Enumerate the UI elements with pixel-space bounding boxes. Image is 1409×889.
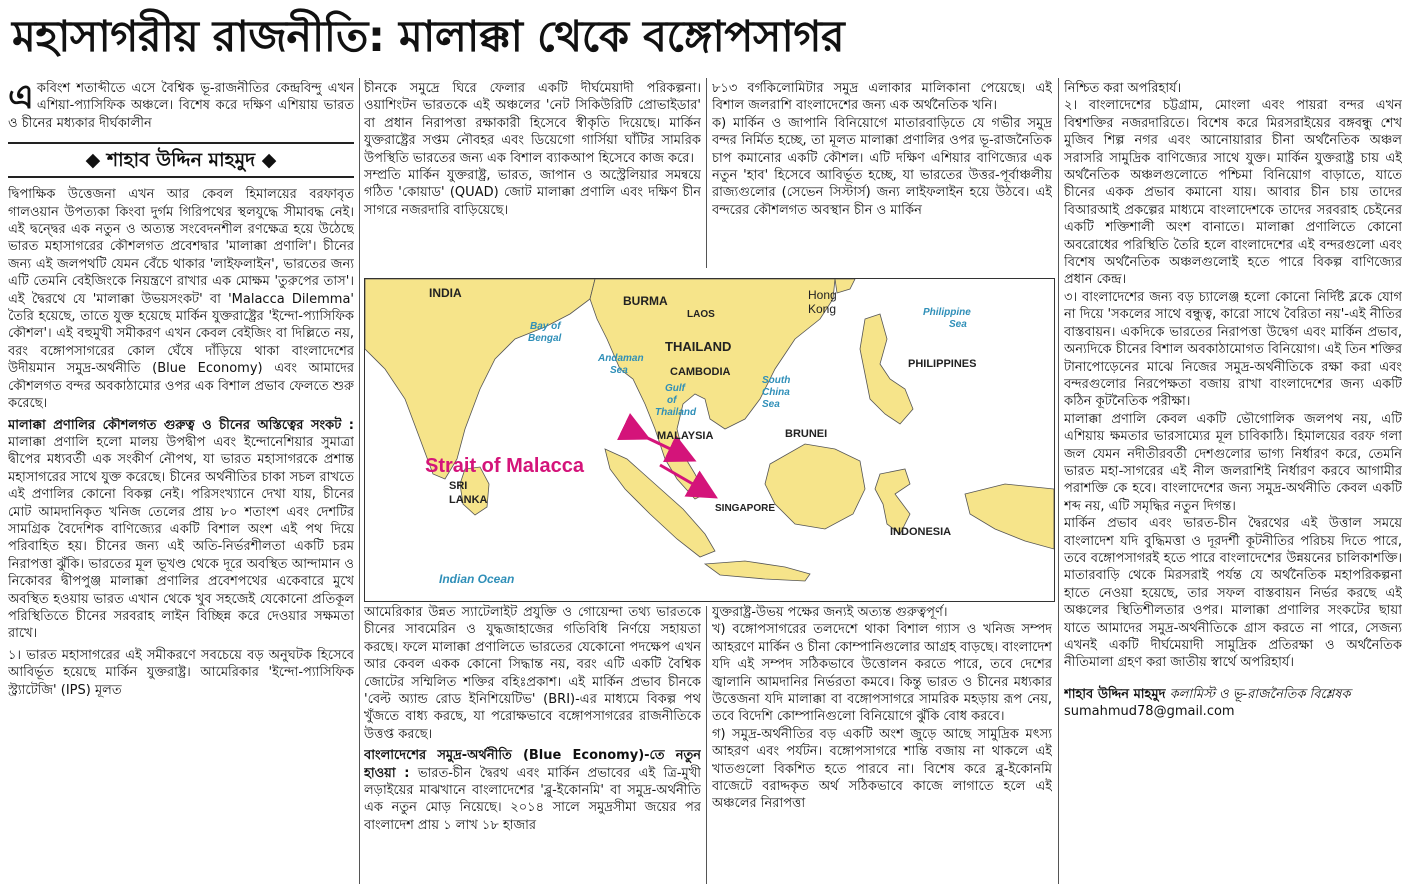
- label-bay-of-bengal: Bay of: [530, 321, 561, 332]
- author-signature: [1064, 686, 1402, 721]
- label-andaman-sea: Sea: [610, 365, 628, 376]
- label-sri-lanka: LANKA: [449, 494, 488, 506]
- label-brunei: BRUNEI: [785, 428, 828, 440]
- label-gulf-of-thailand: Thailand: [655, 407, 697, 418]
- byline: ◆ শাহাব উদ্দিন মাহমুদ ◆: [8, 142, 354, 178]
- paragraph: আমেরিকার উন্নত স্যাটেলাইট প্রযুক্তি ও গোয়েন্দা তথ্য ভারতকে চীনের সাবমেরিন ও যুদ্ধজাহাজের গতিবিধি নির্ণয়ে সহায়তা করছে। ফলে মালাক্কা প্রণালিতে ভারতের যেকোনো পদক্ষেপ এখন আর কেবল একক কোনো সিদ্ধান্ত নয়, বরং এটি একটি বৈশ্বিক জোটের সম্মিলিত শক্তির বহিঃপ্রকাশ। এই মার্কিন প্রভাব চীনকে 'বেল্ট অ্যান্ড রোড ইনিশিয়েটিভ' (BRI)-এর মাধ্যমে বিকল্প পথ খুঁজতে বাধ্য করছে, যা পরোক্ষভাবে বঙ্গোপসাগরের রাজনীতিকে উত্তপ্ত করছে।: [364, 605, 701, 742]
- headline-banner: [0, 0, 1409, 74]
- label-hongkong: Kong: [808, 302, 837, 316]
- author-name: শাহাব উদ্দিন মাহমুদ: [1064, 686, 1166, 702]
- southeast-asia-map: [364, 278, 1055, 602]
- label-burma: BURMA: [623, 294, 668, 308]
- paragraph-text: ভারত-চীন দ্বৈরথ এবং মার্কিন প্রভাবের এই ত্রি-মুখী লড়াইয়ের মাঝখানে বাংলাদেশের 'ব্লু-ইকোনমি' বা সমুদ্র-অর্থনীতি এক নতুন মোড় নিয়েছে। ২০১৪ সালে সমুদ্রসীমা জয়ের পর বাংলাদেশ প্রায় ১ লাখ ১৮ হাজার: [364, 765, 701, 833]
- label-laos: LAOS: [687, 309, 715, 320]
- headline: মহাসাগরীয় রাজনীতি: মালাক্কা থেকে বঙ্গোপসাগর: [12, 12, 845, 62]
- column-rule: [706, 606, 707, 884]
- map-graphic: [365, 279, 1054, 601]
- label-malaysia: MALAYSIA: [657, 430, 714, 442]
- label-indonesia: INDONESIA: [890, 526, 952, 538]
- article-column-3-bottom: [712, 604, 1052, 886]
- paragraph: খ) বঙ্গোপসাগরের তলদেশে থাকা বিশাল গ্যাস ও খনিজ সম্পদ আহরণে মার্কিন ও চীনা কোম্পানিগুলোর আগ্রহ বাড়ছে। বাংলাদেশ যদি এই সম্পদ সঠিকভাবে উত্তোলন করতে পারে, তবে দেশের জ্বালানি আমদানির নির্ভরতা কমবে। কিন্তু ভারত ও চীনের মধ্যকার উত্তেজনা যদি মালাক্কা বা বঙ্গোপসাগরে সামরিক মহড়ায় রূপ নেয়, তবে বিদেশি কোম্পানিগুলো বিনিয়োগে ঝুঁকি বোধ করবে।: [712, 622, 1052, 725]
- paragraph: ৮১৩ বর্গকিলোমিটার সমুদ্র এলাকার মালিকানা পেয়েছে। এই বিশাল জলরাশি বাংলাদেশের জন্য এক অর্থনৈতিক খনি।: [712, 81, 1052, 114]
- paragraph: গ) সমুদ্র-অর্থনীতির বড় একটি অংশ জুড়ে আছে সামুদ্রিক মৎস্য আহরণ এবং পর্যটন। বঙ্গোপসাগরে শান্তি বজায় না থাকলে এই খাতগুলো বিকশিত হতে পারবে না। বিশেষ করে ব্লু-ইকোনমি বাজেটে বরাদ্দকৃত অর্থ সঠিকভাবে কাজে লাগাতে হলে এই অঞ্চলের নিরাপত্তা: [712, 726, 1052, 812]
- paragraph: ২। বাংলাদেশের চট্টগ্রাম, মোংলা এবং পায়রা বন্দর এখন বিশ্বশক্তির নজরদারিতে। বিশেষ করে মিরসরাইয়ের বঙ্গবন্ধু শেখ মুজিব শিল্প নগর এবং আনোয়ারার চীনা অর্থনৈতিক অঞ্চল সরাসরি সামুদ্রিক বাণিজ্যের সাথে যুক্ত। মার্কিন যুক্তরাষ্ট্র চায় এই অর্থনৈতিক অঞ্চলগুলোতে পশ্চিমা বিনিয়োগ বাড়াতে, যাতে চীনের একক প্রভাব কমানো যায়। আবার চীন চায় তাদের বিআরআই প্রকল্পের মাধ্যমে বাংলাদেশকে তাদের সরবরাহ চেইনের একটি শক্তিশালী অংশ বানাতে। মালাক্কা প্রণালিতে কোনো অবরোধের পরিস্থিতি তৈরি হলে বাংলাদেশের এই বন্দরগুলো এবং বিশেষ অর্থনৈতিক অঞ্চলগুলোই হতে পারে বিকল্প বাণিজ্যের প্রধান কেন্দ্র।: [1064, 98, 1402, 288]
- label-indian-ocean: Indian Ocean: [439, 572, 515, 586]
- paragraph: যুক্তরাষ্ট্র-উভয় পক্ষের জন্যই অত্যন্ত গুরুত্বপূর্ণ।: [712, 605, 948, 620]
- label-hongkong: Hong: [808, 288, 837, 302]
- drop-cap: এ: [8, 80, 34, 117]
- label-strait-of-malacca: Strait of Malacca: [425, 455, 584, 477]
- label-philippine-sea: Sea: [949, 319, 967, 330]
- label-south-china-sea: South: [762, 375, 791, 386]
- author-role: কলামিস্ট ও ভূ-রাজনৈতিক বিশ্লেষক: [1165, 686, 1351, 702]
- column-rule: [706, 78, 707, 268]
- paragraph: [8, 417, 354, 643]
- article-column-2-top: [364, 80, 701, 272]
- paragraph: মার্কিন প্রভাব এবং ভারত-চীন দ্বৈরথের এই উত্তাল সময়ে বাংলাদেশ যদি বুদ্ধিমত্তা ও দূরদর্শী কূটনীতির পরিচয় দিতে পারে, তবে বঙ্গোপসাগরই হতে পারে বাংলাদেশের উন্নয়নের চালিকাশক্তি। মাতারবাড়ি থেকে মিরসরাই পর্যন্ত যে অর্থনৈতিক মহাপরিকল্পনা হাতে নেওয়া হয়েছে, তার সফল বাস্তবায়ন নির্ভর করছে এই অঞ্চলের স্থিতিশীলতার ওপর। মালাক্কা প্রণালির সংকটের ছায়া যাতে আমাদের সমুদ্র-অর্থনীতিকে গ্রাস করতে না পারে, সেজন্য এখনই একটি দীর্ঘমেয়াদী সামুদ্রিক প্রতিরক্ষা ও অর্থনৈতিক নীতিমালা গ্রহণ করা জাতীয় স্বার্থে অপরিহার্য।: [1064, 516, 1402, 671]
- paragraph: ক) মার্কিন ও জাপানি বিনিয়োগে মাতারবাড়িতে যে গভীর সমুদ্র বন্দর নির্মিত হচ্ছে, তা মূলত মালাক্কা প্রণালির ওপর ভূ-রাজনৈতিক চাপ কমানোর একটি কৌশল। এটি দক্ষিণ এশিয়ার বাণিজ্যের এক নতুন 'হাব' হিসেবে আবির্ভূত হচ্ছে, যা ভারতের উত্তর-পূর্বাঞ্চলীয় রাজ্যগুলোর (সেভেন সিস্টার্স) জন্য লাইফলাইন হয়ে উঠবে। এই বন্দরের কৌশলগত অবস্থান চীন ও মার্কিন: [712, 115, 1052, 218]
- paragraph: মালাক্কা প্রণালি কেবল একটি ভৌগোলিক জলপথ নয়, এটি এশিয়ায় ক্ষমতার ভারসাম্যের মূল চাবিকাঠি। হিমালয়ের বরফ গলা জল যেমন নদীতীরবর্তী দেশগুলোর ভাগ্য নির্ধারণ করে, তেমনি ভারত মহা-সাগরের এই নীল জলরাশিই নির্ধারণ করবে আগামীর পরাশক্তি কে হবে। বাংলাদেশের জন্য সমুদ্র-অর্থনীতি কেবল একটি শব্দ নয়, এটি সমৃদ্ধির নতুন দিগন্ত।: [1064, 411, 1402, 514]
- article-column-1: [8, 80, 354, 886]
- paragraph: চীনকে সমুদ্রে ঘিরে ফেলার একটি দীর্ঘমেয়াদী পরিকল্পনা। ওয়াশিংটন ভারতকে এই অঞ্চলের 'নেট সিকিউরিটি প্রোভাইডার' বা প্রধান নিরাপত্তা রক্ষাকারী হিসেবে স্বীকৃতি দিয়েছে। মার্কিন যুক্তরাষ্ট্রের সপ্তম নৌবহর এবং ডিয়েগো গার্সিয়া ঘাঁটির সামরিক উপস্থিতি ভারতের জন্য এক বিশাল ব্যাকআপ হিসেবে কাজ করে।: [364, 81, 701, 166]
- label-sri-lanka: SRI: [449, 480, 468, 492]
- label-cambodia: CAMBODIA: [670, 366, 731, 378]
- article-column-2-bottom: [364, 604, 701, 886]
- author-email: sumahmud78@gmail.com: [1064, 704, 1235, 720]
- label-philippines: PHILIPPINES: [908, 358, 977, 370]
- paragraph: নিশ্চিত করা অপরিহার্য।: [1064, 81, 1182, 96]
- subheading: মালাক্কা প্রণালির কৌশলগত গুরুত্ব ও চীনের অস্তিত্বের সংকট :: [8, 417, 354, 433]
- article-column-4: [1064, 80, 1402, 886]
- label-gulf-of-thailand: Gulf: [665, 383, 685, 394]
- paragraph: দ্বিপাক্ষিক উত্তেজনা এখন আর কেবল হিমালয়ের বরফাবৃত গালওয়ান উপত্যকা কিংবা দুর্গম গিরিপথের স্থলযুদ্ধে সীমাবদ্ধ নেই। এই দ্বন্দ্বের এক নতুন ও অত্যন্ত সংবেদনশীল রণক্ষেত্র হয়ে উঠেছে ভারত মহাসাগরের কৌশলগত প্রবেশদ্বার 'মালাক্কা প্রণালি'। চীনের জন্য এই জলপথটি যেমন বেঁচে থাকার 'লাইফলাইন', ভারতের জন্য এটি তেমনি বেইজিংকে নিয়ন্ত্রণে রাখার এক মোক্ষম 'তুরুপের তাস'। এই দ্বৈরথে যে 'মালাক্কা উভয়সংকট' বা 'Malacca Dilemma' তৈরি হয়েছে, তাতে যুক্ত হয়েছে মার্কিন যুক্তরাষ্ট্রের 'ইন্দো-প্যাসিফিক কৌশল'। এই বহুমুখী সমীকরণ এখন কেবল বেইজিং বা দিল্লিতে নয়, বরং বঙ্গোপসাগরের কোল ঘেঁষে দাঁড়িয়ে থাকা বাংলাদেশের উদীয়মান সমুদ্র-অর্থনীতি (Blue Economy) এবং আমাদের কৌশলগত বন্দর অবকাঠামোর ওপর এক বিশাল প্রভাব ফেলতে শুরু করেছে।: [8, 187, 354, 412]
- paragraph: ১। ভারত মহাসাগরের এই সমীকরণে সবচেয়ে বড় অনুঘটক হিসেবে আবির্ভূত হয়েছে মার্কিন যুক্তরাষ্ট্র। আমেরিকার 'ইন্দো-প্যাসিফিক স্ট্র্যাটেজি' (IPS) মূলত: [8, 647, 354, 698]
- label-philippine-sea: Philippine: [923, 307, 971, 318]
- label-bay-of-bengal: Bengal: [528, 333, 562, 344]
- column-rule: [1058, 78, 1059, 884]
- label-andaman-sea: Andaman: [598, 353, 644, 364]
- label-south-china-sea: China: [762, 387, 790, 398]
- label-thailand: THAILAND: [665, 339, 732, 354]
- paragraph: সম্প্রতি মার্কিন যুক্তরাষ্ট্র, ভারত, জাপান ও অস্ট্রেলিয়ার সমন্বয়ে গঠিত 'কোয়াড' (QUAD) জোট মালাক্কা প্রণালি এবং দক্ষিণ চীন সাগরে নজরদারি বাড়িয়েছে।: [364, 168, 701, 218]
- article-column-3-top: [712, 80, 1052, 272]
- subheading: বাংলাদেশের সমুদ্র-অর্থনীতি (Blue Economy)-তে নতুন হাওয়া :: [364, 748, 701, 781]
- label-india: INDIA: [429, 286, 462, 300]
- paragraph: ৩। বাংলাদেশের জন্য বড় চ্যালেঞ্জ হলো কোনো নির্দিষ্ট ব্লকে যোগ না দিয়ে 'সকলের সাথে বন্ধুত্ব, কারো সাথে বৈরিতা নয়'-এই নীতির বাস্তবায়ন। একদিকে ভারতের নিরাপত্তা উদ্বেগ এবং মার্কিন প্রভাব, অন্যদিকে চীনের বিশাল অবকাঠামোগত বিনিয়োগ। এই তিন শক্তির টানাপোড়েনের মাঝে নিজের সমুদ্র-অর্থনীতিকে রক্ষা করা এবং বন্দরগুলোর নিরপেক্ষতা বজায় রাখা বাংলাদেশের জন্য একটি কঠিন কূটনৈতিক পরীক্ষা।: [1064, 289, 1402, 410]
- label-south-china-sea: Sea: [762, 399, 780, 410]
- intro-text: কবিংশ শতাব্দীতে এসে বৈশ্বিক ভূ-রাজনীতির কেন্দ্রবিন্দু এখন এশিয়া-প্যাসিফিক অঞ্চলে। বিশেষ করে দক্ষিণ এশিয়ায় ভারত ও চীনের মধ্যকার দীর্ঘকালীন: [8, 81, 354, 131]
- label-gulf-of-thailand: of: [667, 395, 677, 406]
- column-rule: [359, 78, 360, 884]
- intro-paragraph: [8, 80, 354, 132]
- paragraph: [364, 747, 701, 834]
- label-singapore: SINGAPORE: [715, 503, 776, 514]
- paragraph-text: মালাক্কা প্রণালি হলো মালয় উপদ্বীপ এবং ইন্দোনেশিয়ার সুমাত্রা দ্বীপের মধ্যবর্তী এক সংকীর্ণ নৌপথ, যা ভারত মহাসাগরকে প্রশান্ত মহাসাগরের সাথে যুক্ত করেছে। চীনের অর্থনীতির চাকা সচল রাখতে এই প্রণালির কোনো বিকল্প নেই। পরিসংখ্যানে দেখা যায়, চীনের মোট আমদানিকৃত খনিজ তেলের প্রায় ৮০ শতাংশ এবং দেশটির সামগ্রিক বৈদেশিক বাণিজ্যের একটি বিশাল অংশ এই পথ দিয়ে পরিবাহিত হয়। চীনের জন্য এই অতি-নির্ভরশীলতা একটি চরম নিরাপত্তা ঝুঁকি। ভারতের মূল ভূখণ্ড থেকে দূরে অবস্থিত আন্দামান ও নিকোবর দ্বীপপুঞ্জ মালাক্কা প্রণালির প্রবেশপথের একেবারে মুখে অবস্থিত হওয়ায় ভারত এখান থেকে খুব সহজেই যেকোনো প্রতিকূল পরিস্থিতিতে চীনের সরবরাহ লাইন বিচ্ছিন্ন করে দেওয়ার সক্ষমতা রাখে।: [8, 434, 354, 642]
